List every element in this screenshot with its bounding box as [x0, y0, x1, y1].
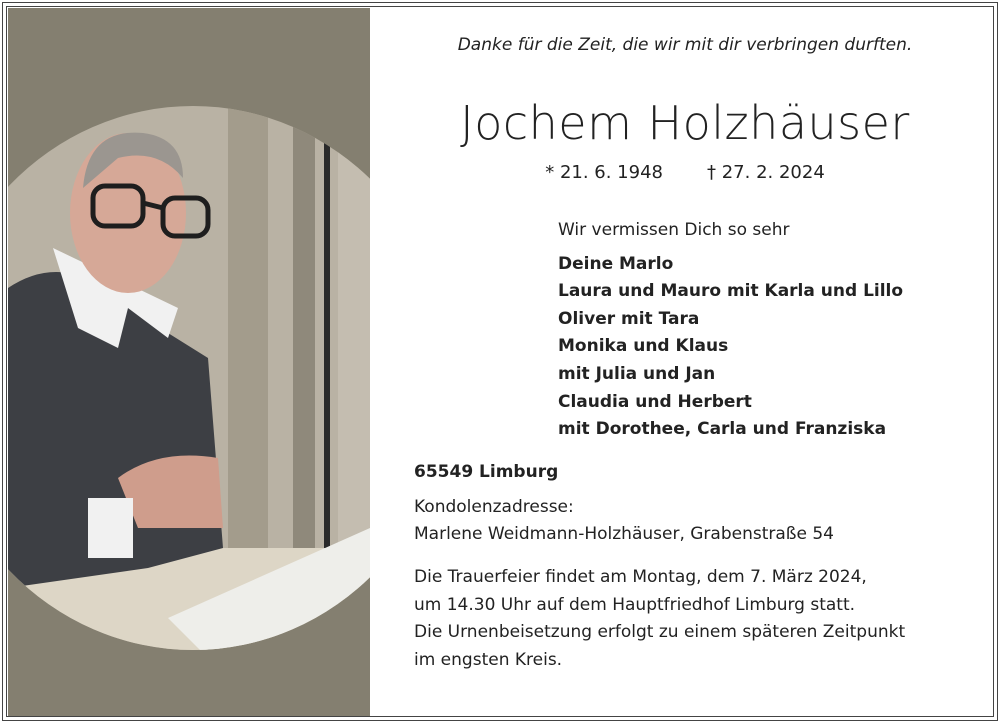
condolence-address: Marlene Weidmann-Holzhäuser, Grabenstraße 54: [414, 524, 834, 544]
place: 65549 Limburg: [414, 462, 559, 482]
thanks-line: Danke für die Zeit, die wir mit dir verbringen durften.: [457, 35, 913, 55]
family-line: Oliver mit Tara: [558, 309, 700, 329]
ceremony-line: im engsten Kreis.: [414, 650, 563, 670]
family-line: Deine Marlo: [558, 254, 674, 274]
condolence-label: Kondolenzadresse:: [414, 497, 574, 517]
death-date: † 27. 2. 2024: [707, 162, 825, 183]
ceremony-line: um 14.30 Uhr auf dem Hauptfriedhof Limburg statt.: [414, 595, 856, 615]
birth-date: * 21. 6. 1948: [545, 162, 663, 183]
life-dates: [372, 162, 998, 183]
portrait-photo: [8, 8, 370, 716]
deceased-name: Jochem Holzhäuser: [460, 96, 910, 150]
family-line: Monika und Klaus: [558, 336, 729, 356]
family-line: mit Julia und Jan: [558, 364, 716, 384]
family-line: Laura und Mauro mit Karla und Lillo: [558, 281, 904, 301]
ceremony-line: Die Trauerfeier findet am Montag, dem 7. März 2024,: [414, 567, 867, 587]
family-line: Claudia und Herbert: [558, 392, 752, 412]
miss-line: Wir vermissen Dich so sehr: [558, 220, 790, 240]
ceremony-line: Die Urnenbeisetzung erfolgt zu einem späteren Zeitpunkt: [414, 622, 906, 642]
family-line: mit Dorothee, Carla und Franziska: [558, 419, 887, 439]
